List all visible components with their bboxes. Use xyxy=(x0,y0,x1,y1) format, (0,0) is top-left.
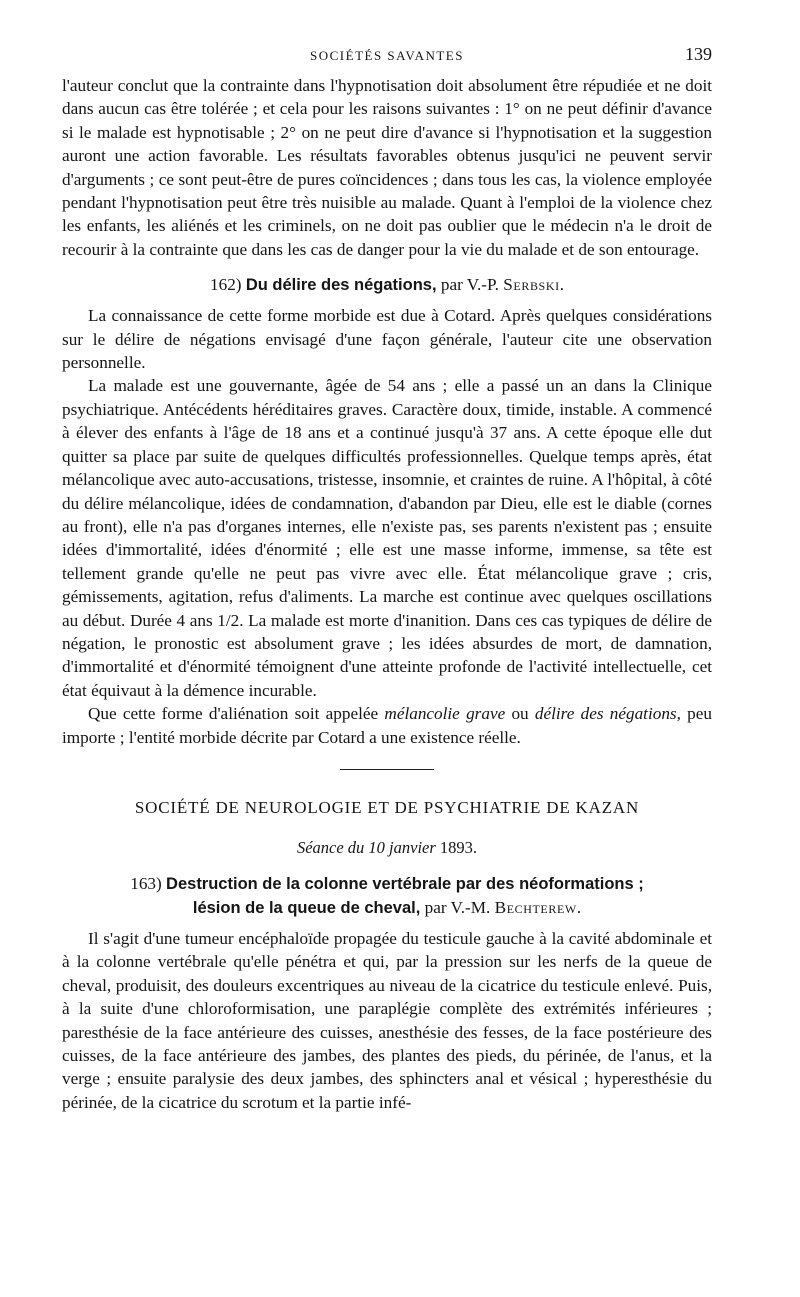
page-number: 139 xyxy=(685,44,712,64)
paragraph: La connaissance de cette forme morbide est due à Cotard. Après quelques considérations sur le délire de négations envisagé d'une façon générale, l'auteur cite une observation personnelle. xyxy=(62,306,712,373)
section-number: 162) xyxy=(210,275,242,295)
session-day: 10 xyxy=(368,837,385,857)
session-month: janvier xyxy=(389,837,436,857)
text-run: ou xyxy=(505,704,535,724)
text-run: Que cette forme d'aliénation soit appelée xyxy=(88,704,385,724)
author-name: Bechterew xyxy=(494,897,577,917)
society-heading: SOCIÉTÉ DE NEUROLOGIE ET DE PSYCHIATRIE DE KAZAN xyxy=(134,797,640,817)
author-name: Serbski xyxy=(503,275,560,295)
session-prefix: Séance du xyxy=(296,837,365,857)
italic-term: mélancolie grave xyxy=(384,704,506,724)
section-163-title xyxy=(62,872,712,920)
title-end: . xyxy=(576,897,582,917)
italic-term: délire des négations, xyxy=(534,704,681,724)
running-head: SOCIÉTÉS SAVANTES xyxy=(310,48,464,63)
paragraph-conclusion xyxy=(62,702,712,749)
paragraph-hypnotisation-conclusion: l'auteur conclut que la contrainte dans l'hypnotisation doit absolument être répudiée et ne doit dans aucun cas être tolérée ; et cela pour les raisons suivantes : 1° on ne peut définir d'avance si le malade est hypnotisable ; 2° on ne peut dire d'avance si l'hypnotisation et la suggestion auront une action favorable. Les résultats favorables obtenus jusqu'ici ne peuvent servir d'arguments ; ce sont peut-être de pures coïncidences ; dans tous les cas, la violence employée pendant l'hypnotisation peut être très nuisible au malade. Quant à l'emploi de la violence chez les enfants, les aliénés et les criminels, on ne doit pas oublier que le médecin n'a le droit de recourir à la contrainte que dans les cas de danger pour la vie du malade et de son entourage. xyxy=(62,76,712,259)
section-number: 163) xyxy=(130,873,162,893)
paragraph-case: Il s'agit d'une tumeur encéphaloïde propagée du testicule gauche à la cavité abdominale et à la colonne vertébrale qu'elle pénétra et qui, par la pression sur les nerfs de la queue de cheval, produisit, des douleurs excentriques au niveau de la cicatrice du testicule enlevé. Puis, à la suite d'une chloroformisation, une paraplégie complète des extrémités inférieures ; paresthésie de la face antérieure des cuisses, anesthésie des fesses, de la face postérieure des cuisses, de la face antérieure des jambes, des plantes des pieds, du périnée, de l'anus, et la verge ; ensuite paralysie des deux jambes, des sphincters anal et vésical ; hyperesthésie du périnée, de la cicatrice du scrotum et la partie infé- xyxy=(62,928,712,1112)
byline-prefix: par V.-P. xyxy=(440,275,499,295)
text-run: peu importe ; l'entité morbide décrite par Cotard a une existence réelle. xyxy=(62,704,712,747)
section-divider xyxy=(340,769,434,770)
title-end: . xyxy=(559,275,564,295)
session-year: 1893. xyxy=(439,837,478,857)
session-date xyxy=(62,838,712,858)
page-header xyxy=(62,40,712,74)
section-heading: Du délire des négations, xyxy=(245,276,437,295)
book-page xyxy=(62,40,712,1114)
section-162-title xyxy=(62,273,712,297)
section-heading: Destruction de la colonne vertébrale par des néoformations ; xyxy=(166,874,644,893)
section-heading-cont: lésion de la queue de cheval, xyxy=(192,898,421,917)
byline-prefix: par V.-M. xyxy=(424,897,491,917)
paragraph: La malade est une gouvernante, âgée de 54 ans ; elle a passé un an dans la Clinique psychiatrique. Antécédents héréditaires graves. Caractère doux, timide, instable. A commencé à élever des enfants à l'âge de 18 ans et a continué jusqu'à 37 ans. A cette époque elle dut quitter sa place par suite de quelques difficultés professionnelles. Quelque temps après, état mélancolique avec auto-accusations, tristesse, insomnie, et craintes de ruine. A l'hôpital, à côté du délire mélancolique, idées de condamnation, d'abandon par Dieu, elle est le diable (cornes au front), elle n'a pas d'organes internes, elle n'existe pas, ses parents n'existent pas ; ensuite idées d'immortalité, idées d'énormité ; elle est une masse informe, immense, sa tête est tellement grande qu'elle ne peut pas vivre avec elle. État mélancolique grave ; cris, gémissements, agitation, refus d'aliments. La marche est continue avec quelques oscillations au début. Durée 4 ans 1/2. La malade est morte d'inanition. Dans ces cas typiques de délire de négation, le pronostic est absolument grave ; les idées absurdes de mort, de damnation, d'immortalité et d'énormité témoignent d'une atteinte profonde de l'activité intellectuelle, cet état équivaut à la démence incurable. xyxy=(62,376,712,700)
